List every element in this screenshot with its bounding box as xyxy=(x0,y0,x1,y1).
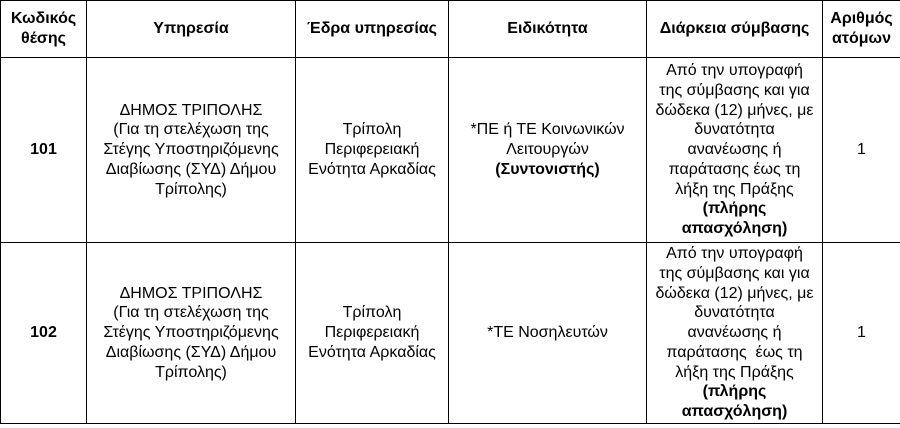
specialty-cell xyxy=(449,58,647,243)
specialty-text: *ΤΕ Νοσηλευτών xyxy=(487,324,608,342)
number-of-persons-cell: 1 xyxy=(823,58,900,243)
contract-duration-text: Από την υπογραφή της σύμβασης και για δώδεκα (12) μήνες, με δυνατότητα ανανέωσης ή παράτασης έως τη λήξη της Πράξης xyxy=(655,245,814,381)
header-number-of-persons: Αριθμός ατόμων xyxy=(823,1,900,58)
header-service: Υπηρεσία xyxy=(87,1,296,58)
employment-type-note: (πλήρης απασχόληση) xyxy=(681,383,788,420)
service-cell: ΔΗΜΟΣ ΤΡΙΠΟΛΗΣ (Για τη στελέχωση της Στέγης Υποστηριζόμενης Διαβίωσης (ΣΥΔ) Δήμου Τρίπολης) xyxy=(87,58,296,243)
header-position-code: Κωδικός θέσης xyxy=(1,1,87,58)
position-code: 102 xyxy=(1,243,87,424)
specialty-cell xyxy=(449,243,647,424)
specialty-text: *ΠΕ ή ΤΕ Κοινωνικών Λειτουργών xyxy=(470,121,625,159)
header-row xyxy=(1,1,900,58)
contract-duration-text: Από την υπογραφή της σύμβασης και για δώδεκα (12) μήνες, με δυνατότητα ανανέωσης ή παράτασης έως τη λήξη της Πράξης xyxy=(655,62,814,198)
contract-duration-cell xyxy=(647,243,823,424)
employment-type-note: (πλήρης απασχόληση) xyxy=(681,200,788,237)
header-contract-duration: Διάρκεια σύμβασης xyxy=(647,1,823,58)
service-location-cell: Τρίπολη Περιφερειακή Ενότητα Αρκαδίας xyxy=(296,58,449,243)
table-row xyxy=(1,58,900,243)
service-location-cell: Τρίπολη Περιφερειακή Ενότητα Αρκαδίας xyxy=(296,243,449,424)
contract-duration-cell xyxy=(647,58,823,243)
service-cell: ΔΗΜΟΣ ΤΡΙΠΟΛΗΣ (Για τη στελέχωση της Στέγης Υποστηριζόμενης Διαβίωσης (ΣΥΔ) Δήμου Τρίπολης) xyxy=(87,243,296,424)
specialty-role-note: (Συντονιστής) xyxy=(495,160,600,178)
position-code: 101 xyxy=(1,58,87,243)
header-service-location: Έδρα υπηρεσίας xyxy=(296,1,449,58)
header-specialty: Ειδικότητα xyxy=(449,1,647,58)
number-of-persons-cell: 1 xyxy=(823,243,900,424)
table-row xyxy=(1,243,900,424)
